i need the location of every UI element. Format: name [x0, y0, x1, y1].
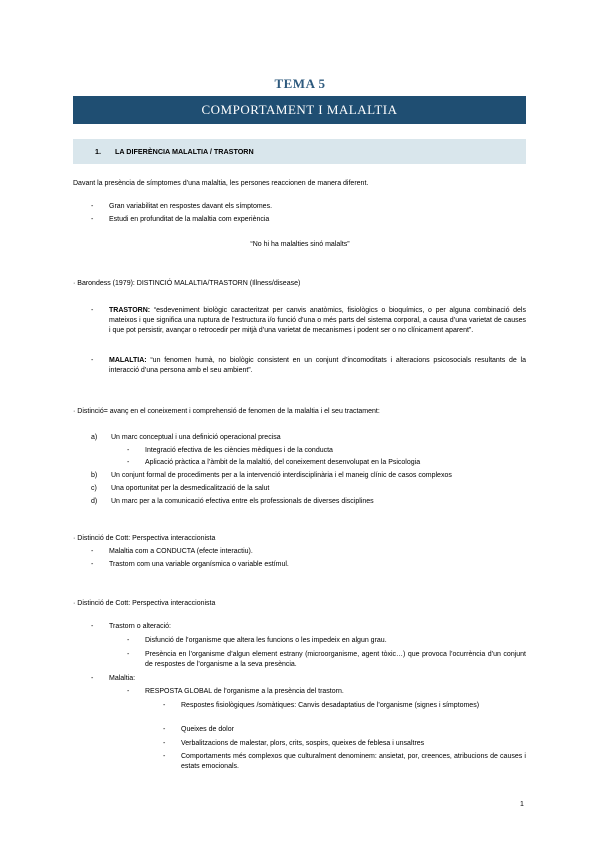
trastorn-label: TRASTORN: — [109, 307, 151, 314]
trastorn-item: - Trastorn o alteració: — [109, 622, 171, 632]
section-header — [73, 139, 526, 164]
tema-title: TEMA 5 — [274, 76, 326, 91]
cott-heading: · Distinció de Cott: Perspectiva interaccionista — [73, 535, 216, 542]
list-item: Un marc per a la comunicació efectiva entre els professionals de diverses disciplines — [111, 498, 374, 505]
list-letter: c) — [91, 485, 97, 492]
cott-item: - Trastorn com una variable organísmica o variable estímul. — [109, 560, 289, 570]
malaltia-item: - Malaltia: — [109, 674, 135, 684]
intro-bullet: - Gran variabilitat en respostes davant els símptomes. — [109, 202, 272, 212]
resposta-global: - RESPOSTA GLOBAL de l’organisme a la presència del trastorn. — [145, 687, 344, 697]
malaltia-definition — [109, 356, 526, 376]
list-item: Un conjunt formal de procediments per a la intervenció interdisciplinària i el maneig clínic de casos complexos — [111, 472, 452, 479]
sub-item: - Disfunció de l’organisme que altera les funcions o les impedeix en algun grau. — [145, 636, 387, 646]
trastorn-text: “esdeveniment biològic caracteritzat per canvis anatòmics, fisiològics o bioquímics, o per alguna combinació dels mateixos i que significa una ruptura de l’estructura i/o funció d’una o més parts del sistema corporal, a causa d’una varietat de causes i que pot persistir, avançar o retrocedir per mitjà d’una varietat de mecanismes i podent ser o no clínicament aparent”. — [109, 307, 526, 334]
cott-item: - Malaltia com a CONDUCTA (efecte interactiu). — [109, 547, 253, 557]
chapter-banner: COMPORTAMENT I MALALTIA — [73, 96, 526, 124]
cott-heading: · Distinció de Cott: Perspectiva interaccionista — [73, 600, 216, 607]
section-number: 1. — [95, 147, 101, 156]
list-letter: d) — [91, 498, 98, 505]
list-letter: b) — [91, 472, 98, 479]
sub-item: - Integració efectiva de les ciències mèdiques i de la conducta — [145, 446, 333, 456]
malaltia-label: MALALTIA: — [109, 357, 147, 364]
resposta-sub-item: - Queixes de dolor — [181, 725, 234, 735]
intro-bullet: - Estudi en profunditat de la malaltia com experiència — [109, 215, 269, 225]
list-item: Un marc conceptual i una definició operacional precisa — [111, 434, 281, 441]
intro-text: Davant la presència de símptomes d’una malaltia, les persones reaccionen de manera diferent. — [73, 180, 369, 187]
quote: “No hi ha malalties sinó malalts” — [250, 241, 350, 248]
malaltia-text: “un fenomen humà, no biològic consistent en un conjunt d’incomoditats i alteracions psicosocials resultants de la interacció d’una persona amb el seu ambient”. — [109, 357, 526, 374]
page-number: 1 — [520, 801, 524, 808]
distincio-heading: · Distinció= avanç en el coneixement i comprehensió de fenomen de la malaltia i el seu tractament: — [73, 408, 380, 415]
resposta-sub-item: - Verbalitzacions de malestar, plors, crits, sospirs, queixes de feblesa i unsaltres — [181, 739, 424, 749]
sub-item: - Aplicació pràctica a l’àmbit de la malaltió, del coneixement desenvolupat en la Psicologia — [145, 458, 420, 468]
list-letter: a) — [91, 434, 98, 441]
sub-item: - Presència en l’organisme d’algun element estrany (microorganisme, agent tòxic…) que provoca l’ocurrència d’un conjunt de respostes de l’organisme a la seva presència. — [145, 650, 526, 670]
barondess-heading: · Barondess (1979): DISTINCIÓ MALALTIA/TRASTORN (Illness/disease) — [73, 280, 301, 287]
section-title: LA DIFERÈNCIA MALALTIA / TRASTORN — [115, 147, 254, 156]
resposta-sub-item: - Respostes fisiològiques /somàtiques: Canvis desadaptatius de l’organisme (signes i símptomes) — [181, 701, 526, 711]
resposta-sub-item: - Comportaments més complexos que culturalment denominem: ansietat, por, creences, atribucions de causes i estats emocionals. — [181, 752, 526, 772]
trastorn-definition — [109, 306, 526, 336]
list-item: Una oportunitat per la desmedicalització de la salut — [111, 485, 270, 492]
